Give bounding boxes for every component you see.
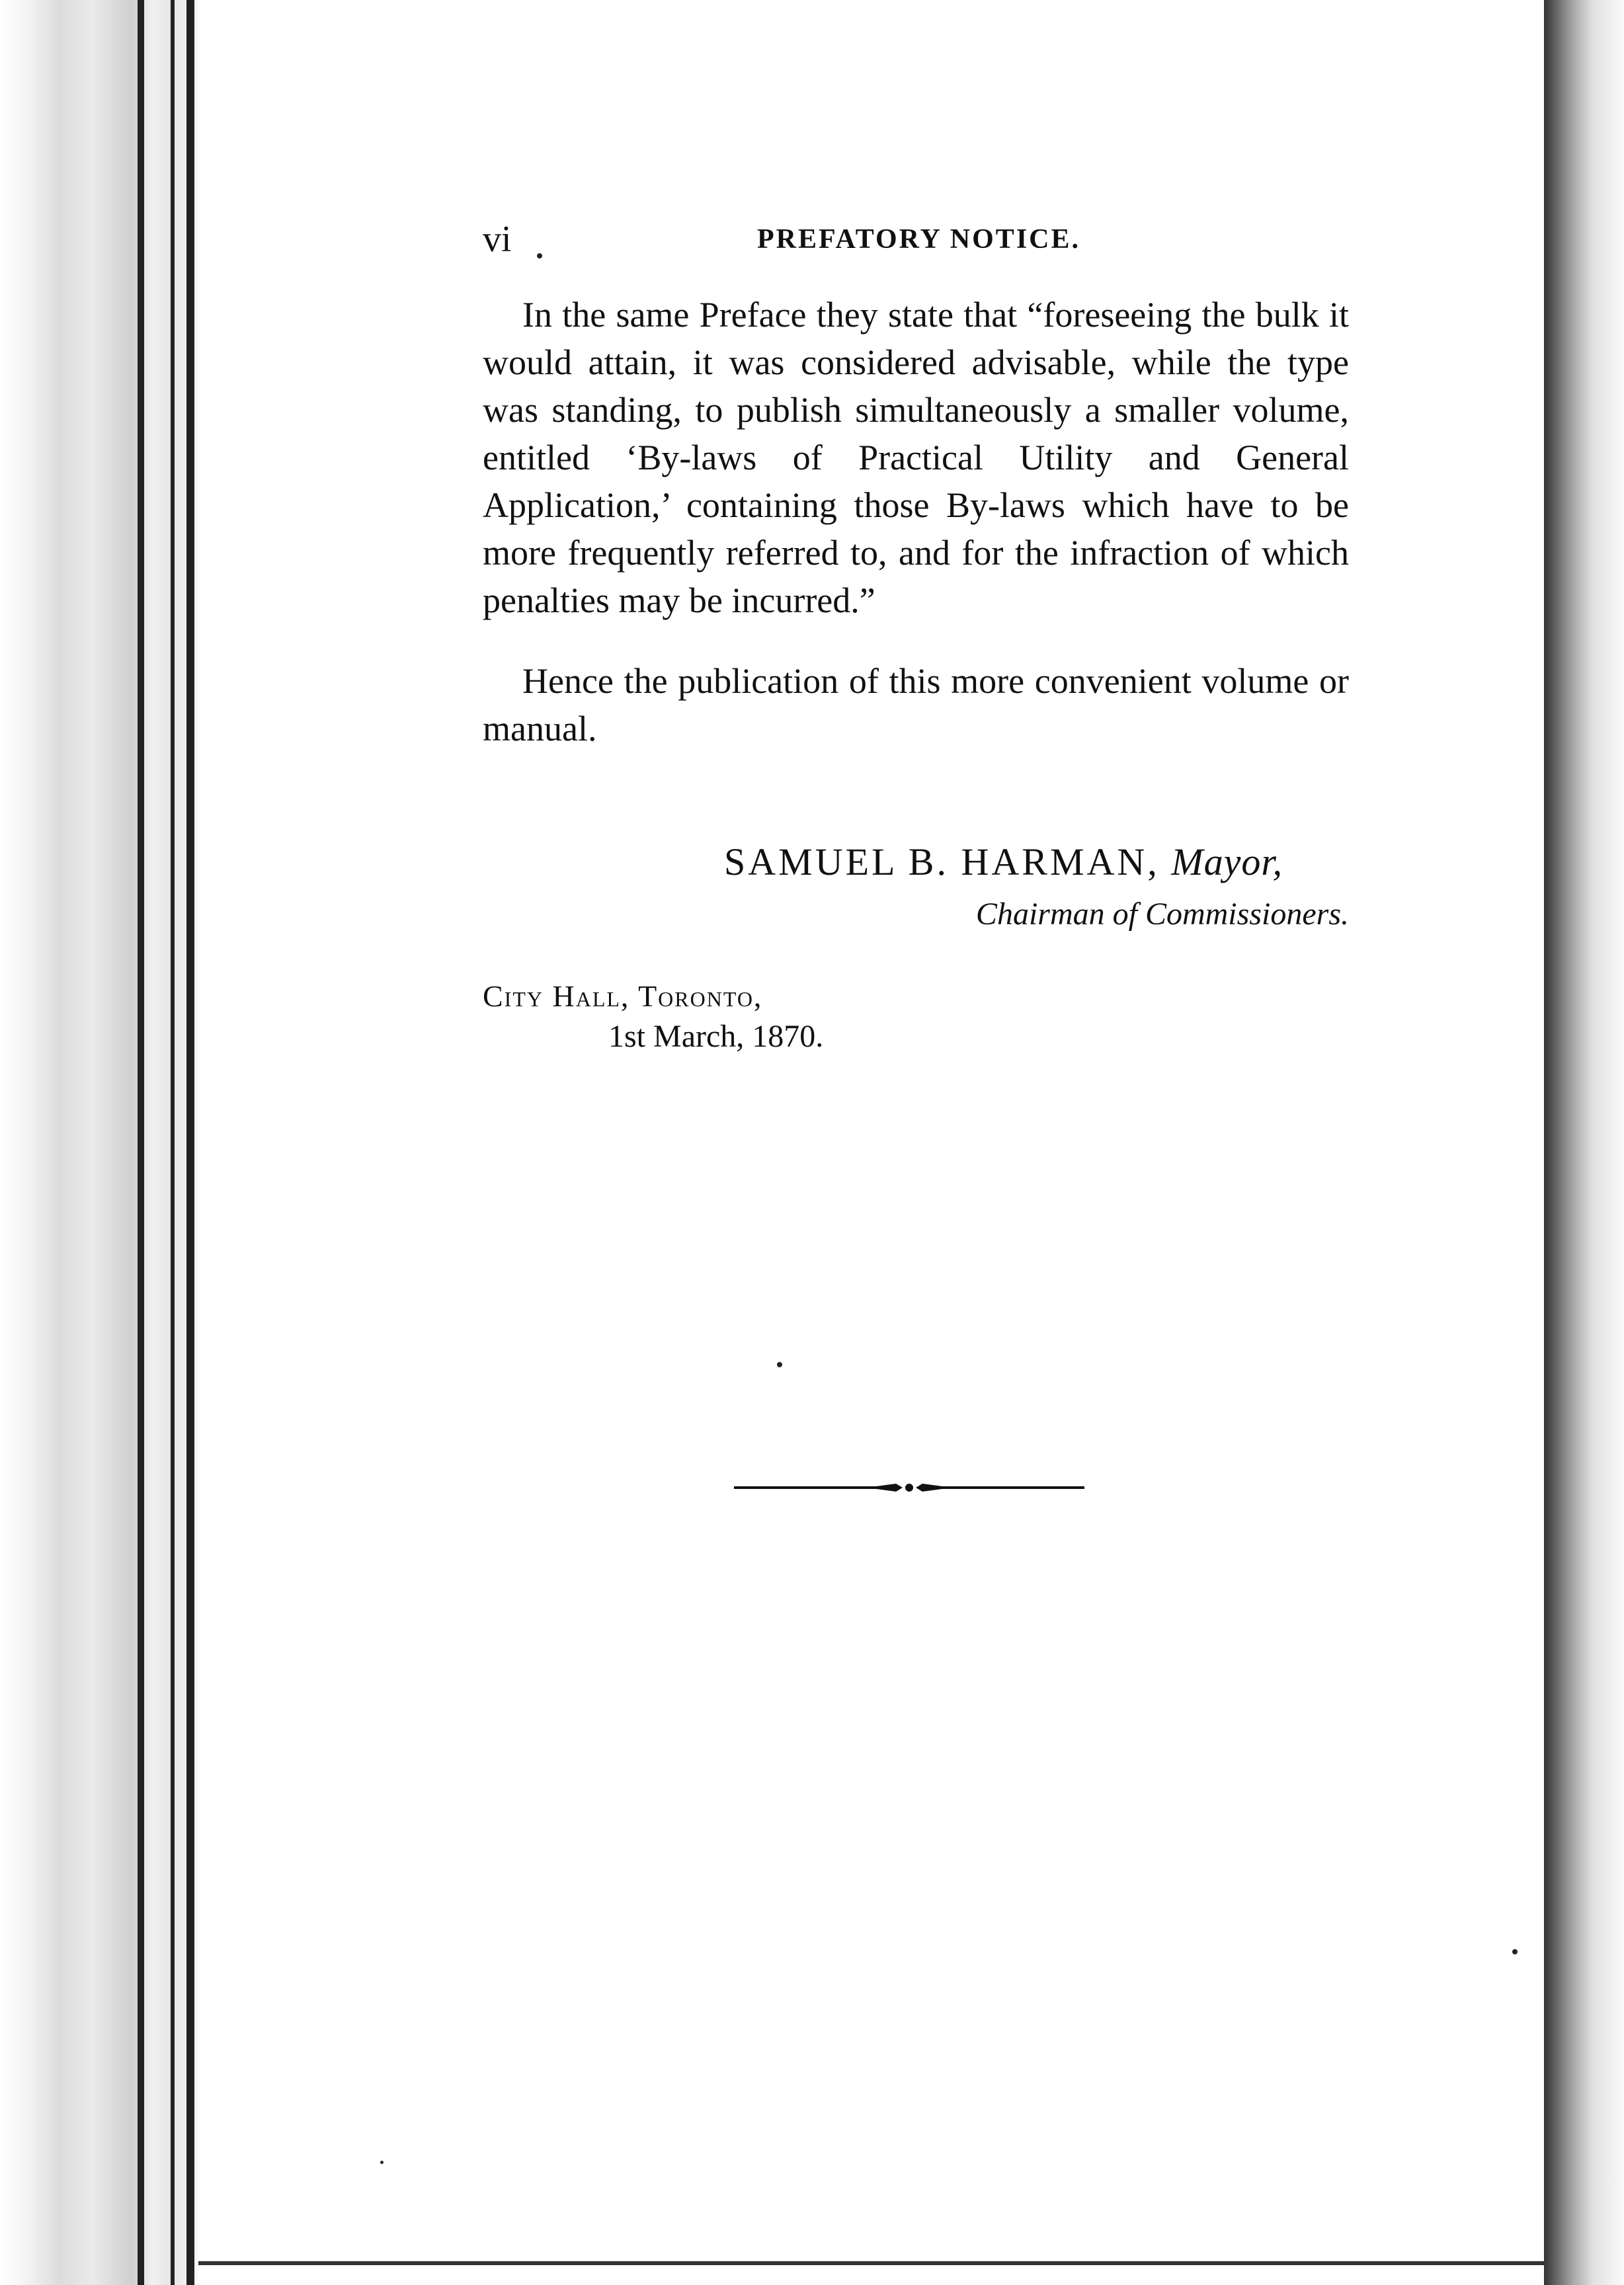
dateline-date: 1st March, 1870. (608, 1019, 824, 1054)
running-head: PREFATORY NOTICE. (757, 224, 1081, 255)
page-header (483, 218, 1349, 258)
print-speck (537, 253, 542, 259)
signatory-title: Mayor, (1171, 840, 1283, 883)
signatory-name: SAMUEL B. HARMAN, (724, 840, 1160, 883)
page-number: vi (483, 219, 512, 260)
binding-line-page (186, 0, 194, 2285)
print-speck (777, 1362, 782, 1367)
signatory-role: Chairman of Commissioners. (975, 897, 1349, 932)
print-speck (380, 2161, 384, 2164)
binding-line-outer (138, 0, 144, 2285)
paragraph-publication: Hence the publication of this more convenient volume or manual. (483, 661, 1349, 748)
page-right-edge (1544, 0, 1624, 2285)
paragraph-preface-quote: In the same Preface they state that “foreseeing the bulk it would attain, it was considered advisable, while the type was standing, to publish simultaneously a smaller volume, entitled ‘By-laws of Practical Utility and General Application,’ containing those By-laws which have to be more frequently referred to, and for the infraction of which penalties may be incurred.” (483, 295, 1349, 620)
dateline-place: City Hall, Toronto, (483, 979, 763, 1013)
printer-rule-ornament-icon (734, 1478, 1084, 1498)
signature-block (483, 840, 1349, 932)
page-binding-edge (0, 0, 198, 2285)
print-speck (1512, 1949, 1518, 1954)
signature-line (483, 840, 1349, 884)
body-text (483, 291, 1349, 752)
binding-line-inner (171, 0, 175, 2285)
